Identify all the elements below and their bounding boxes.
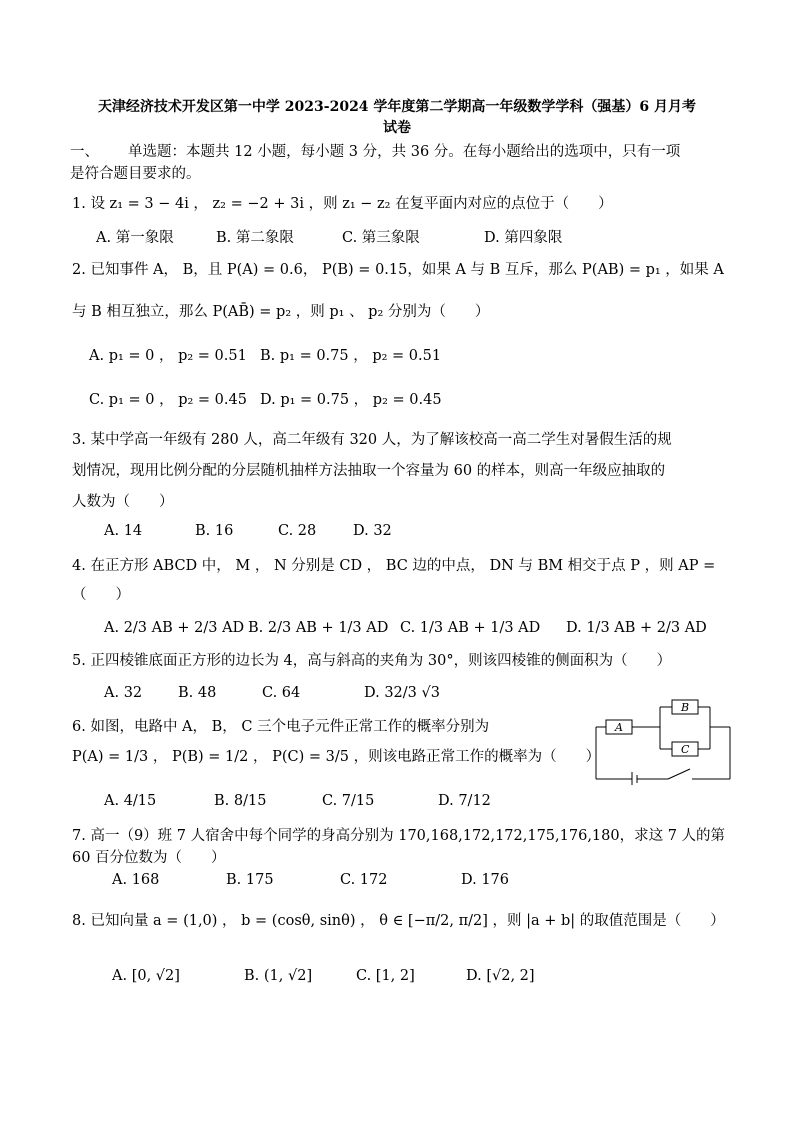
question-5-option-c: C. 64 xyxy=(262,685,301,701)
question-6-option-d: D. 7/12 xyxy=(438,793,491,809)
circuit-label-b: B xyxy=(681,701,690,714)
question-3-stem-end: 人数为（ ） xyxy=(72,494,174,510)
question-3-stem: 3. 某中学高一年级有 280 人，高二年级有 320 人，为了解该校高一高二学生对暑假生活的规 xyxy=(72,432,672,448)
question-3-stem-continued: 划情况，现用比例分配的分层随机抽样方法抽取一个容量为 60 的样本，则高一年级应抽取的 xyxy=(72,463,666,479)
question-2-option-d: D. p₁ = 0.75 ， p₂ = 0.45 xyxy=(260,392,442,408)
switch xyxy=(668,769,690,779)
question-1-stem: 1. 设 z₁ = 3 − 4i ， z₂ = −2 + 3i ，则 z₁ − z₂ 在复平面内对应的点位于（ ） xyxy=(72,196,613,212)
circuit-diagram xyxy=(592,697,734,785)
question-2-stem-continued: 与 B 相互独立，那么 P(AB̄) = p₂ ，则 p₁ 、 p₂ 分别为（ ） xyxy=(72,304,490,320)
question-3-option-b: B. 16 xyxy=(195,523,234,539)
question-8-stem: 8. 已知向量 a = (1,0) ， b = (cosθ, sinθ) ， θ ∈ [−π/2, π/2] ，则 |a + b| 的取值范围是（ ） xyxy=(72,913,725,929)
question-2-option-c: C. p₁ = 0 ， p₂ = 0.45 xyxy=(89,392,247,408)
circuit-label-a: A xyxy=(615,721,623,734)
question-7-option-c: C. 172 xyxy=(340,872,388,888)
section-instructions-continued: 是符合题目要求的。 xyxy=(70,166,201,182)
exam-title: 天津经济技术开发区第一中学 2023-2024 学年度第二学期高一年级数学学科（强基）6 月月考 xyxy=(97,99,697,115)
question-4-option-c: C. 1/3 AB + 1/3 AD xyxy=(400,620,541,636)
question-4-stem: 4. 在正方形 ABCD 中， M ， N 分别是 CD ， BC 边的中点， DN 与 BM 相交于点 P ，则 AP = xyxy=(72,558,716,574)
section-instructions: 单选题：本题共 12 小题，每小题 3 分，共 36 分。在每小题给出的选项中，只有一项 xyxy=(128,144,681,160)
exam-title-continued: 试卷 xyxy=(383,120,411,136)
question-5-option-a: A. 32 xyxy=(104,685,143,701)
question-1-option-c: C. 第三象限 xyxy=(342,230,420,246)
question-6-stem-continued: P(A) = 1/3 ， P(B) = 1/2 ， P(C) = 3/5 ，则该电路正常工作的概率为（ ） xyxy=(72,749,601,765)
question-2-option-a: A. p₁ = 0 ， p₂ = 0.51 xyxy=(89,348,247,364)
question-4-stem-continued: （ ） xyxy=(72,587,130,603)
question-7-option-d: D. 176 xyxy=(461,872,510,888)
circuit-label-c: C xyxy=(681,743,690,756)
question-4-option-a: A. 2/3 AB + 2/3 AD xyxy=(104,620,245,636)
question-8-option-d: D. [√2, 2] xyxy=(466,968,535,984)
question-1-option-b: B. 第二象限 xyxy=(216,230,294,246)
question-2-option-b: B. p₁ = 0.75 ， p₂ = 0.51 xyxy=(260,348,442,364)
question-6-option-b: B. 8/15 xyxy=(214,793,267,809)
question-1-option-d: D. 第四象限 xyxy=(484,230,563,246)
question-8-option-c: C. [1, 2] xyxy=(356,968,415,984)
question-3-option-d: D. 32 xyxy=(353,523,392,539)
question-5-option-b: B. 48 xyxy=(178,685,217,701)
question-8-option-b: B. (1, √2] xyxy=(244,968,313,984)
question-8-option-a: A. [0, √2] xyxy=(112,968,180,984)
question-7-stem-continued: 60 百分位数为（ ） xyxy=(72,850,226,866)
question-6-stem: 6. 如图，电路中 A， B， C 三个电子元件正常工作的概率分别为 xyxy=(72,719,490,735)
question-6-option-c: C. 7/15 xyxy=(322,793,375,809)
question-4-option-b: B. 2/3 AB + 1/3 AD xyxy=(248,620,389,636)
question-7-stem: 7. 高一（9）班 7 人宿舍中每个同学的身高分别为 170,168,172,172,175,176,180，求这 7 人的第 xyxy=(72,828,726,844)
question-5-stem: 5. 正四棱锥底面正方形的边长为 4，高与斜高的夹角为 30°，则该四棱锥的侧面积为（ ） xyxy=(72,653,672,669)
question-3-option-a: A. 14 xyxy=(104,523,143,539)
section-number: 一、 xyxy=(70,144,99,160)
question-2-stem: 2. 已知事件 A， B，且 P(A) = 0.6， P(B) = 0.15，如果 A 与 B 互斥，那么 P(AB) = p₁ ，如果 A xyxy=(72,262,724,278)
question-7-option-b: B. 175 xyxy=(226,872,274,888)
question-7-option-a: A. 168 xyxy=(112,872,160,888)
question-3-option-c: C. 28 xyxy=(278,523,317,539)
question-6-option-a: A. 4/15 xyxy=(104,793,157,809)
question-1-option-a: A. 第一象限 xyxy=(96,230,174,246)
question-4-option-d: D. 1/3 AB + 2/3 AD xyxy=(566,620,707,636)
question-5-option-d: D. 32/3 √3 xyxy=(364,685,440,701)
